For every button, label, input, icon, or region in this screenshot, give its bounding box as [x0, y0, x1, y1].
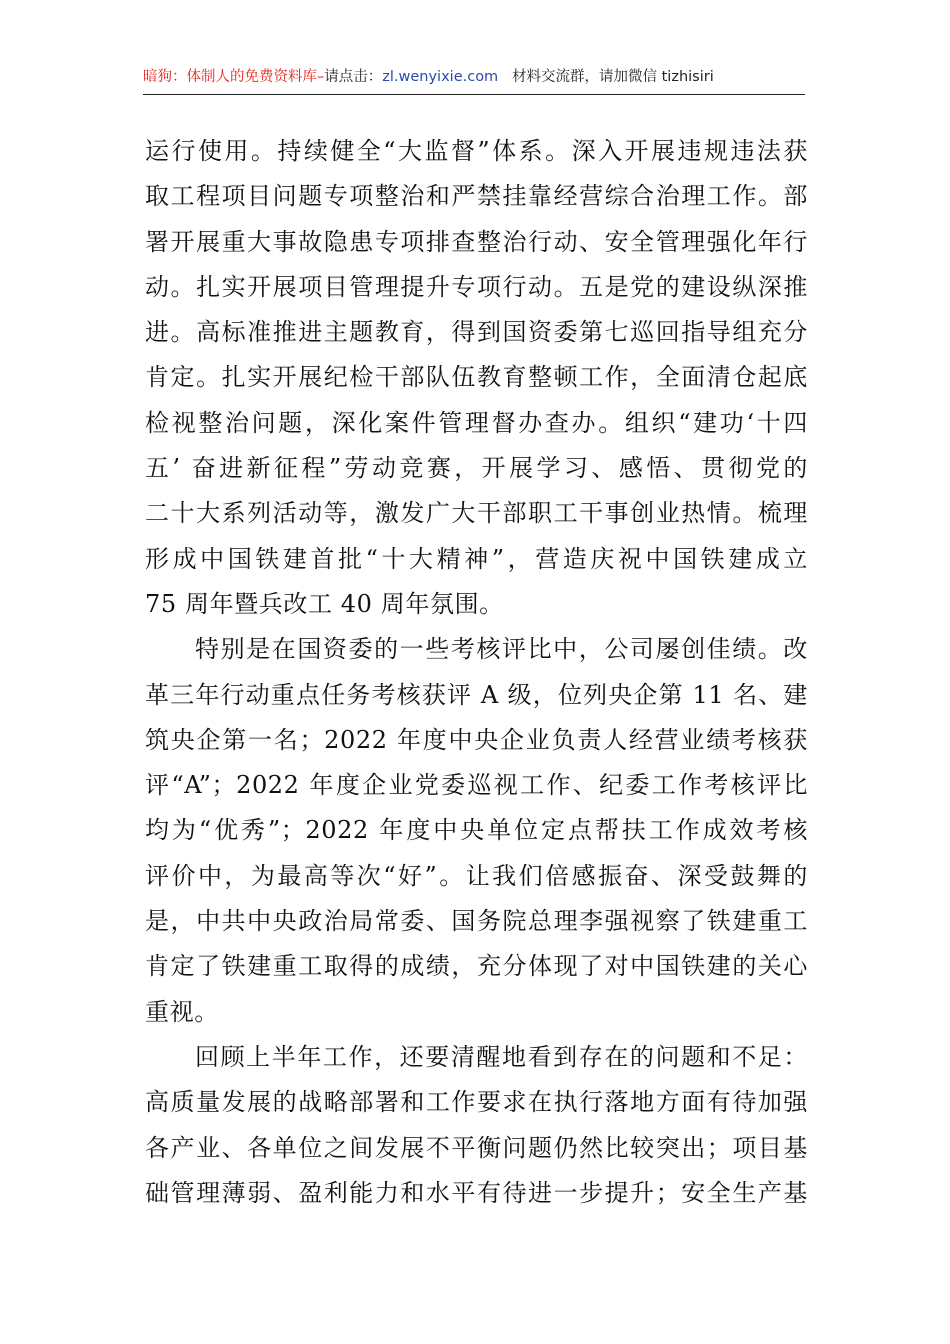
header-group-text: 材料交流群，请加微信 tizhisiri	[512, 69, 714, 85]
text-line: 检视整治问题，深化案件管理督办查办。组织“建功‘十四	[145, 408, 808, 437]
header-url-link[interactable]: zl.wenyixie.com	[382, 69, 499, 85]
text-line: 均为“优秀”；2022 年度中央单位定点帮扶工作成效考核	[145, 816, 808, 845]
text-line: 取工程项目问题专项整治和严禁挂靠经营综合治理工作。部	[145, 182, 808, 211]
text-line: 形成中国铁建首批“十大精神”，营造庆祝中国铁建成立	[145, 544, 808, 573]
text-line-last: 重视。	[145, 997, 219, 1026]
text-line: 各产业、各单位之间发展不平衡问题仍然比较突出；项目基	[145, 1133, 808, 1162]
paragraph-1	[145, 129, 808, 627]
text-line: 评价中，为最高等次“好”。让我们倍感振奋、深受鼓舞的	[145, 861, 808, 890]
text-line: 高质量发展的战略部署和工作要求在执行落地方面有待加强	[145, 1088, 808, 1117]
text-line: 肯定了铁建重工取得的成绩，充分体现了对中国铁建的关心	[145, 952, 808, 981]
paragraph-2	[145, 627, 808, 1035]
page-header	[143, 66, 805, 95]
text-line: 是，中共中央政治局常委、国务院总理李强视察了铁建重工	[145, 907, 808, 936]
text-line: 进。高标准推进主题教育，得到国资委第七巡回指导组充分	[145, 318, 808, 347]
text-line: 革三年行动重点任务考核获评 A 级，位列央企第 11 名、建	[145, 680, 808, 709]
header-separator: –	[317, 69, 325, 85]
paragraph-3	[145, 1035, 808, 1216]
text-line-first: 特别是在国资委的一些考核评比中，公司屡创佳绩。改	[195, 635, 808, 664]
header-click-label: 请点击：	[324, 69, 383, 85]
text-line-first: 回顾上半年工作，还要清醒地看到存在的问题和不足：	[195, 1042, 808, 1071]
text-line: 动。扎实开展项目管理提升专项行动。五是党的建设纵深推	[145, 272, 808, 301]
text-line: 运行使用。持续健全“大监督”体系。深入开展违规违法获	[145, 137, 808, 165]
text-line: 础管理薄弱、盈利能力和水平有待进一步提升；安全生产基	[145, 1178, 808, 1207]
text-line: 五’ 奋进新征程”劳动竞赛，开展学习、感悟、贯彻党的	[145, 454, 808, 483]
text-line-last: 75 周年暨兵改工 40 周年氛围。	[145, 589, 504, 618]
text-line: 肯定。扎实开展纪检干部队伍教育整顿工作，全面清仓起底	[145, 363, 808, 392]
text-line: 二十大系列活动等，激发广大干部职工干事创业热情。梳理	[145, 499, 808, 528]
header-brand: 暗狗：体制人的免费资料库	[143, 69, 317, 85]
document-body	[145, 129, 808, 1216]
text-line: 署开展重大事故隐患专项排查整治行动、安全管理强化年行	[145, 227, 808, 256]
text-line: 评“A”；2022 年度企业党委巡视工作、纪委工作考核评比	[145, 771, 808, 800]
text-line: 筑央企第一名；2022 年度中央企业负责人经营业绩考核获	[145, 725, 808, 754]
